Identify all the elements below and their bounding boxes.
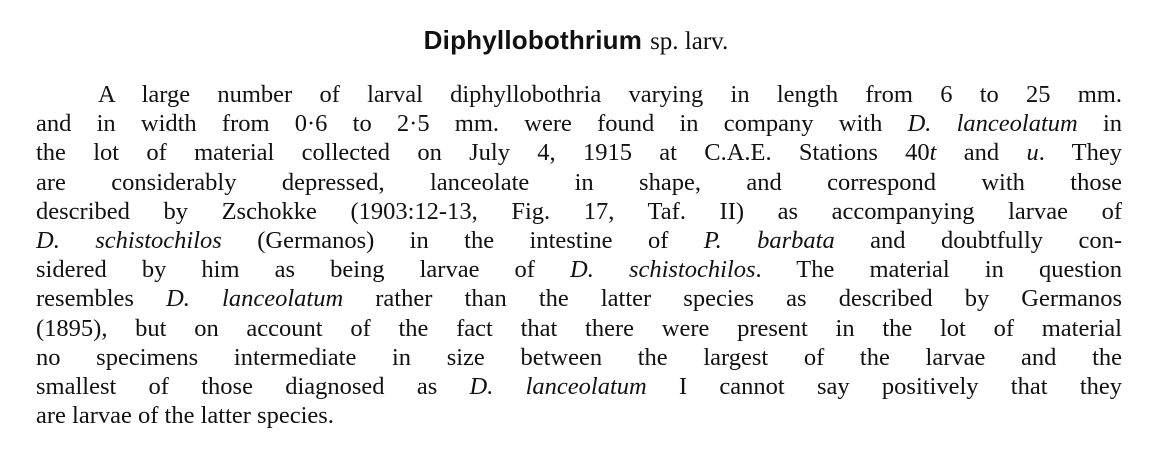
text-run: the lot of material collected on July 4, 1915 at C.A.E. Stations 40 — [36, 139, 930, 167]
text-run: . The material in question — [755, 256, 1122, 284]
text-line — [36, 80, 1122, 109]
text-line — [36, 401, 1122, 430]
text-run: I cannot say positively that they — [646, 372, 1122, 400]
text-line — [36, 138, 1122, 167]
italic-term: D. lanceolatum — [469, 372, 647, 400]
text-run: are larvae of the latter species. — [36, 402, 334, 430]
text-line — [36, 343, 1122, 372]
italic-term: t — [929, 139, 937, 167]
text-run: A large number of larval diphyllobothria varying in length from 6 to 25 mm. — [98, 81, 1122, 108]
italic-term: D. schistochilos — [36, 226, 222, 254]
text-run: sidered by him as being larvae of — [36, 256, 571, 284]
text-run: in — [1077, 110, 1122, 138]
text-line — [36, 284, 1122, 313]
text-line — [36, 372, 1122, 401]
text-line — [36, 197, 1122, 226]
text-run: (Germanos) in the intestine of — [221, 226, 704, 254]
italic-term: D. lanceolatum — [907, 110, 1078, 138]
text-line — [36, 255, 1122, 284]
text-run: (1895), but on account of the fact that there were present in the lot of material — [36, 314, 1122, 342]
genus-name: Diphyllobothrium — [423, 25, 643, 55]
text-line — [36, 109, 1122, 138]
text-run: . They — [1038, 139, 1123, 167]
section-heading — [0, 22, 1152, 60]
text-line — [36, 314, 1122, 343]
text-run: and in width from 0·6 to 2·5 mm. were found in company with — [36, 110, 908, 138]
text-run: and doubtfully con- — [834, 226, 1122, 254]
text-run: are considerably depressed, lanceolate in shape, and correspond with those — [36, 168, 1122, 196]
italic-term: D. lanceolatum — [166, 285, 344, 313]
text-line — [36, 168, 1122, 197]
text-run: resembles — [36, 285, 167, 313]
text-run: described by Zschokke (1903:12-13, Fig. 17, Taf. II) as accompanying larvae of — [36, 197, 1122, 225]
text-run: smallest of those diagnosed as — [36, 372, 470, 400]
text-run: no specimens intermediate in size between the largest of the larvae and the — [36, 343, 1122, 371]
taxon-qualifier: sp. larv. — [650, 28, 729, 55]
italic-term: D. schistochilos — [570, 256, 756, 284]
body-paragraph — [36, 80, 1122, 430]
text-run: rather than the latter species as described by Germanos — [343, 285, 1123, 313]
text-line — [36, 226, 1122, 255]
text-run: and — [936, 139, 1027, 167]
italic-term: P. barbata — [703, 226, 835, 254]
italic-term: u — [1026, 139, 1039, 167]
